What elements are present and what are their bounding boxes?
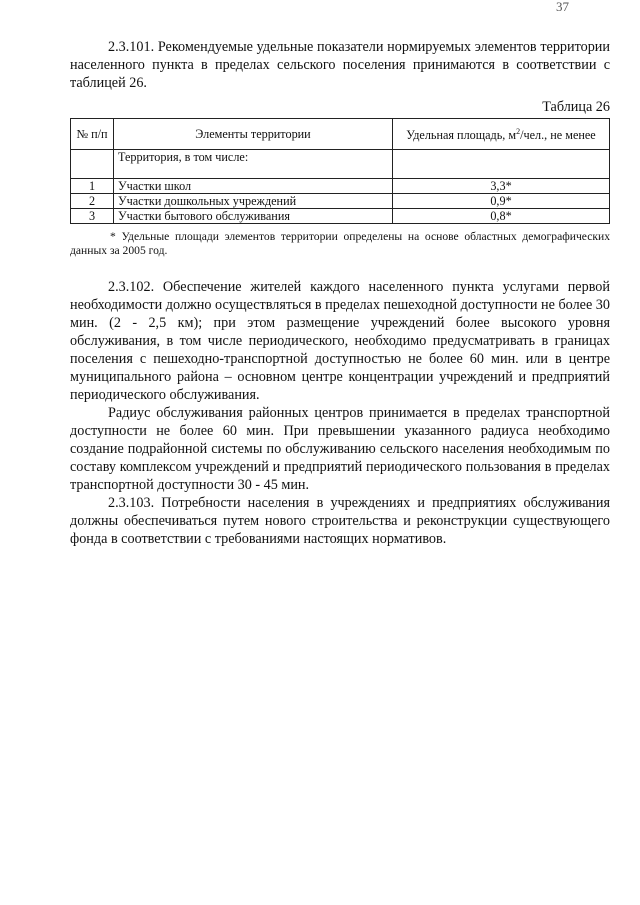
table-caption: Таблица 26 (542, 99, 610, 115)
table-row (71, 150, 610, 179)
row-element: Участки школ (114, 179, 393, 194)
table-row (71, 179, 610, 194)
row-element: Участки дошкольных учреждений (114, 194, 393, 209)
table-row (71, 209, 610, 224)
row-value (393, 150, 610, 179)
row-num: 3 (71, 209, 114, 224)
row-num: 2 (71, 194, 114, 209)
header-element: Элементы территории (114, 119, 393, 150)
header-area-prefix: Удельная площадь, м (406, 128, 517, 143)
paragraph-2-3-101: 2.3.101. Рекомендуемые удельные показатели нормируемых элементов территории населенного пункта в пределах сельского поселения принимаются в соответствии с таблицей 26. (70, 39, 610, 91)
header-num: № п/п (71, 119, 114, 150)
row-value: 0,9* (393, 194, 610, 209)
header-area (393, 119, 610, 150)
table-26 (70, 118, 610, 224)
paragraph-2-3-102: 2.3.102. Обеспечение жителей каждого населенного пункта услугами первой необходимости должно осуществляться в пределах пешеходной доступности не более 30 мин. (2 - 2,5 км); при этом размещение учреждений более высокого уровня обслуживания, в том числе периодического, необходимо предусматривать в границах поселения с пешеходно-транспортной доступностью не более 60 мин. или в центре муниципального района – основном центре концентрации учреждений и предприятий периодического обслуживания. (70, 279, 610, 403)
row-value: 3,3* (393, 179, 610, 194)
header-area-suffix: /чел., не менее (520, 128, 596, 143)
paragraph-radius: Радиус обслуживания районных центров принимается в пределах транспортной доступности не более 60 мин. При превышении указанного радиуса необходимо создание подрайонной системы по обслуживанию сельского населения необходимым по составу комплексом учреждений и предприятий периодического пользования в пределах транспортной доступности 30 - 45 мин. (70, 405, 610, 493)
row-num: 1 (71, 179, 114, 194)
table-header-row (71, 119, 610, 150)
row-num (71, 150, 114, 179)
page-number: 37 (556, 0, 569, 14)
table-footnote: * Удельные площади элементов территории определены на основе областных демографических данных за 2005 год. (70, 230, 610, 257)
row-element: Территория, в том числе: (114, 150, 393, 179)
row-value: 0,8* (393, 209, 610, 224)
table-row (71, 194, 610, 209)
document-body (70, 38, 610, 548)
header-area-sup: 2 (516, 127, 521, 137)
row-element: Участки бытового обслуживания (114, 209, 393, 224)
paragraph-2-3-103: 2.3.103. Потребности населения в учреждениях и предприятиях обслуживания должны обеспечиваться путем нового строительства и реконструкции существующего фонда в соответствии с требованиями настоящих нормативов. (70, 495, 610, 547)
spacer (70, 258, 610, 278)
